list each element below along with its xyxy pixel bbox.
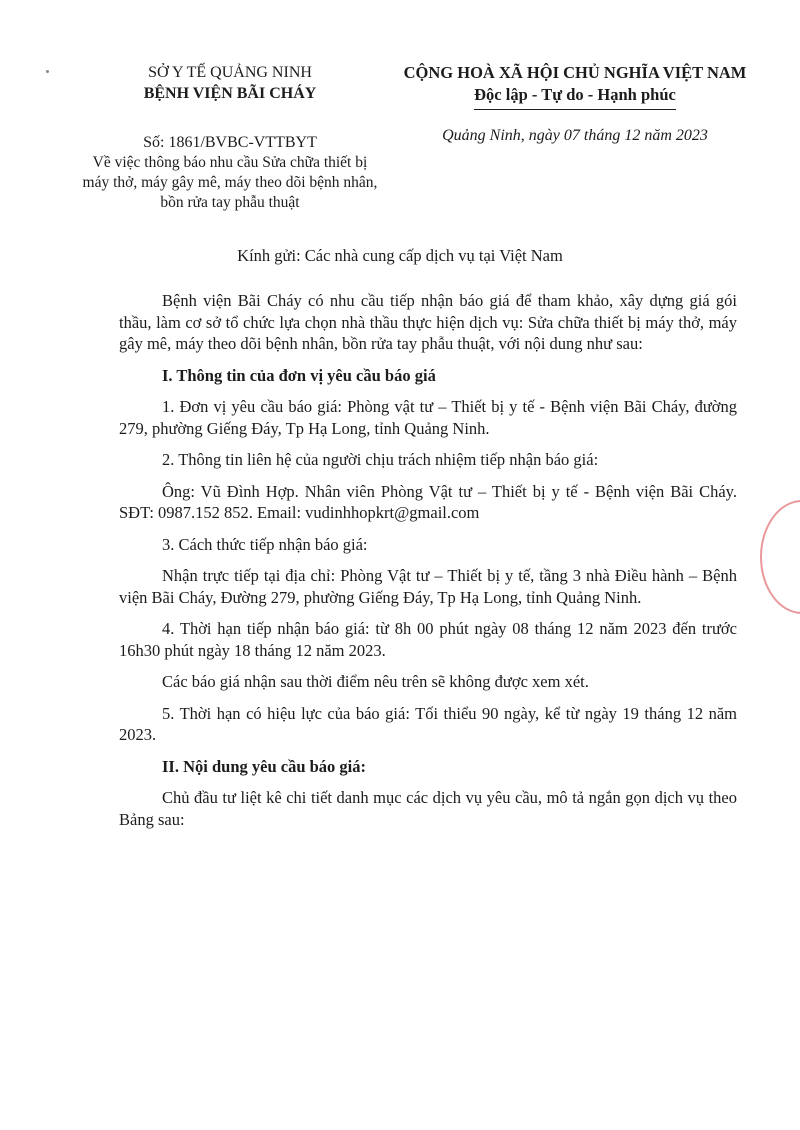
section-2-text: Chủ đầu tư liệt kê chi tiết danh mục các dịch vụ yêu cầu, mô tả ngắn gọn dịch vụ theo Bảng sau: xyxy=(119,788,737,829)
greeting: Kính gửi: Các nhà cung cấp dịch vụ tại Việt Nam xyxy=(237,246,563,265)
hospital-name: BỆNH VIỆN BÃI CHÁY xyxy=(143,85,317,102)
intro-paragraph: Bệnh viện Bãi Cháy có nhu cầu tiếp nhận báo giá để tham khảo, xây dựng giá gói thầu, làm cơ sở tổ chức lựa chọn nhà thầu thực hiện dịch vụ: Sửa chữa thiết bị máy thở, máy gây mê, máy theo dõi bệnh nhân, bồn rửa tay phẫu thuật, với nội dung như sau: xyxy=(119,291,737,353)
section-1-title: I. Thông tin của đơn vị yêu cầu báo giá xyxy=(162,365,436,385)
doc-subject: Về việc thông báo nhu cầu Sửa chữa thiết bị máy thở, máy gây mê, máy theo dõi bệnh nhân, bồn rửa tay phẫu thuật xyxy=(82,154,378,211)
item-2-detail: Ông: Vũ Đình Hợp. Nhân viên Phòng Vật tư – Thiết bị y tế - Bệnh viện Bãi Cháy. SĐT: 0987.152 852. Email: vudinhhopkrt@gmail.com xyxy=(119,481,737,522)
item-5: 5. Thời hạn có hiệu lực của báo giá: Tối thiểu 90 ngày, kể từ ngày 19 tháng 12 năm 2023. xyxy=(119,703,737,744)
place-date: Quảng Ninh, ngày 07 tháng 12 năm 2023 xyxy=(442,127,708,144)
item-2: 2. Thông tin liên hệ của người chịu trách nhiệm tiếp nhận báo giá: xyxy=(162,450,599,469)
item-1: 1. Đơn vị yêu cầu báo giá: Phòng vật tư – Thiết bị y tế - Bệnh viện Bãi Cháy, đường 279, phường Giếng Đáy, Tp Hạ Long, tỉnh Quảng Ninh. xyxy=(119,397,737,438)
item-3-detail: Nhận trực tiếp tại địa chỉ: Phòng Vật tư – Thiết bị y tế, tầng 3 nhà Điều hành – Bệnh viện Bãi Cháy, Đường 279, phường Giếng Đáy, Tp Hạ Long, tỉnh Quảng Ninh. xyxy=(119,566,737,607)
document-body xyxy=(119,290,737,840)
national-motto: Độc lập - Tự do - Hạnh phúc xyxy=(474,85,676,104)
header-left xyxy=(80,62,380,213)
section-2-title: II. Nội dung yêu cầu báo giá: xyxy=(162,756,367,776)
item-3: 3. Cách thức tiếp nhận báo giá: xyxy=(162,534,368,554)
doc-number: Số: 1861/BVBC-VTTBYT xyxy=(143,134,317,151)
scan-speck xyxy=(46,70,49,73)
item-4-note: Các báo giá nhận sau thời điểm nêu trên sẽ không được xem xét. xyxy=(162,672,589,691)
item-4: 4. Thời hạn tiếp nhận báo giá: từ 8h 00 phút ngày 08 tháng 12 năm 2023 đến trước 16h30 phút ngày 18 tháng 12 năm 2023. xyxy=(119,619,737,660)
org-name: SỞ Y TẾ QUẢNG NINH xyxy=(148,64,312,81)
header-right xyxy=(375,62,775,106)
country-name: CỘNG HOÀ XÃ HỘI CHỦ NGHĨA VIỆT NAM xyxy=(403,63,747,82)
red-seal-stamp xyxy=(760,500,800,614)
